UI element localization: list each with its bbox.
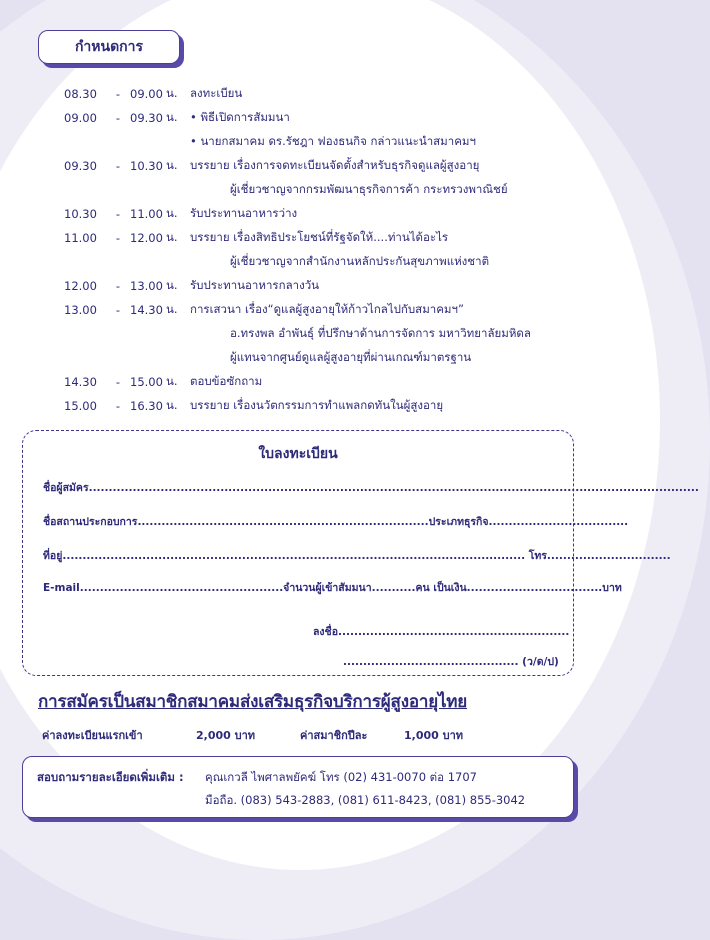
time-unit: น.	[166, 206, 178, 220]
email-attendees-field[interactable]: E-mail...................................................จำนวนผู้เข้าสัมมนา...........คน เป็นเงิน..................................บาท	[43, 582, 622, 594]
registration-form	[22, 430, 699, 676]
time-end: 09.30	[130, 111, 163, 125]
time-dash: -	[115, 87, 121, 101]
schedule-row	[64, 394, 574, 418]
schedule-row	[64, 226, 574, 250]
schedule-desc: ผู้แทนจากศูนย์ดูแลผู้สูงอายุที่ผ่านเกณฑ์มาตรฐาน	[230, 350, 472, 364]
time-start: 15.00	[64, 399, 97, 413]
schedule-desc: ผู้เชี่ยวชาญจากสำนักงานหลักประกันสุขภาพแห่งชาติ	[230, 254, 490, 268]
schedule-header-tab	[38, 30, 180, 64]
schedule-row	[64, 106, 574, 130]
time-end: 12.00	[130, 231, 163, 245]
time-unit: น.	[166, 374, 178, 388]
schedule-desc: บรรยาย เรื่องสิทธิประโยชน์ที่รัฐจัดให้....ท่านได้อะไร	[190, 230, 449, 244]
time-dash: -	[115, 231, 121, 245]
time-end: 10.30	[130, 159, 163, 173]
time-start: 11.00	[64, 231, 97, 245]
time-unit: น.	[166, 278, 178, 292]
time-unit: น.	[166, 398, 178, 412]
contact-phone: คุณเกวลี ไพศาลพยัคฆ์ โทร (02) 431-0070 ต่อ 1707	[205, 770, 477, 784]
signature-field[interactable]: ลงชื่อ..........................................................	[313, 626, 570, 638]
schedule-desc: ผู้เชี่ยวชาญจากกรมพัฒนาธุรกิจการค้า กระทรวงพาณิชย์	[230, 182, 508, 196]
entry-fee-label: ค่าลงทะเบียนแรกเข้า	[42, 729, 143, 742]
time-dash: -	[115, 399, 121, 413]
schedule-row-continued	[64, 346, 574, 370]
schedule-row	[64, 370, 574, 394]
schedule-desc: บรรยาย เรื่องนวัตกรรมการทำแพลกดทันในผู้สูงอายุ	[190, 398, 444, 412]
schedule-row	[64, 274, 574, 298]
time-start: 12.00	[64, 279, 97, 293]
time-start: 08.30	[64, 87, 97, 101]
schedule-desc: อ.ทรงพล อำพันธุ์ ที่ปรึกษาด้านการจัดการ มหาวิทยาลัยมหิดล	[230, 326, 531, 340]
schedule-row	[64, 154, 574, 178]
time-start: 14.30	[64, 375, 97, 389]
schedule-title: กำหนดการ	[74, 39, 144, 55]
contact-box	[22, 756, 574, 818]
time-dash: -	[115, 159, 121, 173]
time-dash: -	[115, 375, 121, 389]
annual-fee-label: ค่าสมาชิกปีละ	[300, 729, 368, 742]
contact-mobile: มือถือ. (083) 543-2883, (081) 611-8423, (081) 855-3042	[205, 793, 526, 807]
schedule-row-continued	[64, 322, 574, 346]
registration-title: ใบลงทะเบียน	[258, 446, 338, 462]
time-start: 09.30	[64, 159, 97, 173]
time-unit: น.	[166, 86, 178, 100]
time-end: 16.30	[130, 399, 163, 413]
time-end: 09.00	[130, 87, 163, 101]
time-start: 10.30	[64, 207, 97, 221]
time-end: 14.30	[130, 303, 163, 317]
annual-fee-value: 1,000 บาท	[404, 729, 464, 742]
time-unit: น.	[166, 110, 178, 124]
schedule-row-continued	[64, 178, 574, 202]
schedule-desc: การเสวนา เรื่อง“ดูแลผู้สูงอายุให้ก้าวไกลไปกับสมาคมฯ”	[190, 302, 464, 316]
time-unit: น.	[166, 230, 178, 244]
schedule-desc: บรรยาย เรื่องการจดทะเบียนจัดตั้งสำหรับธุรกิจดูแลผู้สูงอายุ	[190, 158, 480, 172]
time-unit: น.	[166, 158, 178, 172]
schedule-desc: รับประทานอาหารกลางวัน	[190, 278, 320, 292]
schedule-row	[64, 82, 574, 106]
entry-fee-value: 2,000 บาท	[196, 729, 256, 742]
schedule-row	[64, 202, 574, 226]
date-field[interactable]: ............................................ (ว/ด/ป)	[343, 656, 559, 668]
time-dash: -	[115, 279, 121, 293]
schedule-desc: ตอบข้อซักถาม	[190, 374, 263, 388]
schedule-row-continued	[64, 130, 574, 154]
address-field[interactable]: ที่อยู่.................................................................................................................... โทร...............................	[43, 550, 671, 562]
time-start: 13.00	[64, 303, 97, 317]
schedule-row	[64, 298, 574, 322]
schedule-list	[64, 82, 574, 418]
schedule-desc: ลงทะเบียน	[190, 86, 243, 100]
membership-title: การสมัครเป็นสมาชิกสมาคมส่งเสริมธุรกิจบริการผู้สูงอายุไทย	[38, 692, 468, 712]
schedule-desc: • พิธีเปิดการสัมมนา	[190, 110, 290, 124]
time-dash: -	[115, 111, 121, 125]
time-unit: น.	[166, 302, 178, 316]
time-end: 13.00	[130, 279, 163, 293]
time-dash: -	[115, 207, 121, 221]
time-start: 09.00	[64, 111, 97, 125]
business-name-field[interactable]: ชื่อสถานประกอบการ.........................................................................ประเภทธุรกิจ...................................	[43, 516, 629, 528]
contact-label: สอบถามรายละเอียดเพิ่มเติม :	[37, 770, 184, 784]
time-end: 11.00	[130, 207, 163, 221]
schedule-desc: รับประทานอาหารว่าง	[190, 206, 298, 220]
schedule-row-continued	[64, 250, 574, 274]
time-end: 15.00	[130, 375, 163, 389]
time-dash: -	[115, 303, 121, 317]
schedule-desc: • นายกสมาคม ดร.รัชฎา ฟองธนกิจ กล่าวแนะนำสมาคมฯ	[190, 134, 476, 148]
applicant-name-field[interactable]: ชื่อผู้สมัคร.........................................................................................................................................................	[43, 482, 699, 494]
